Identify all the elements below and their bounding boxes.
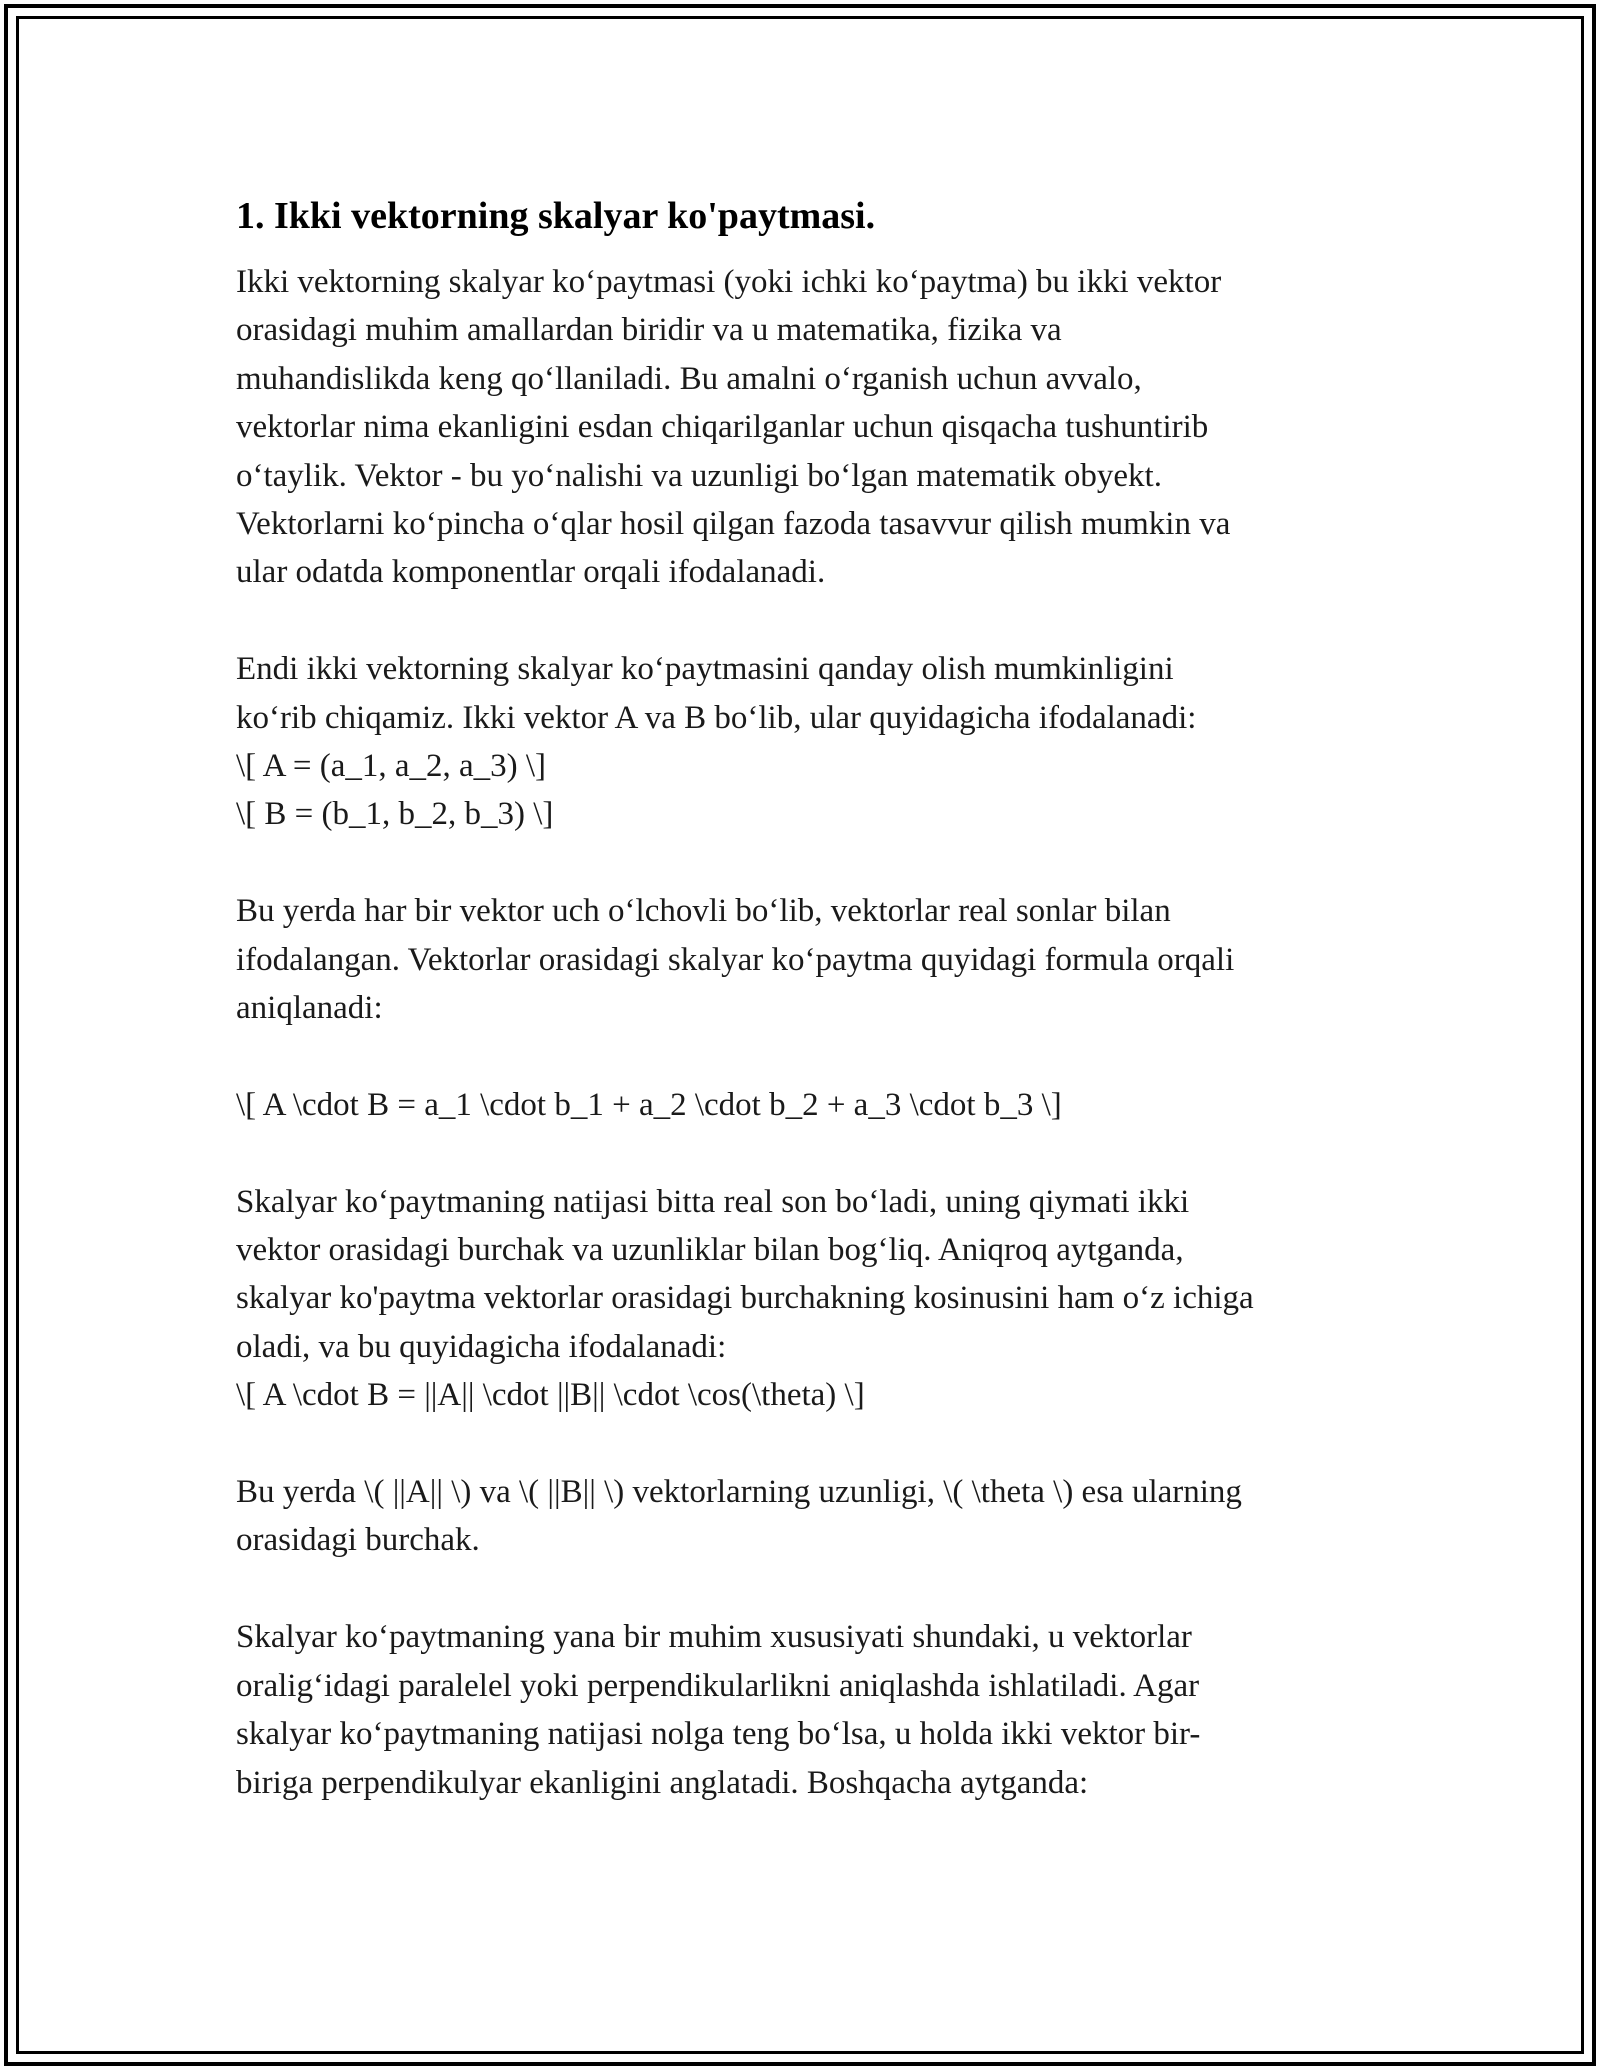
text-line: orasidagi burchak. — [236, 1522, 480, 1559]
formula-line: \[ B = (b_1, b_2, b_3) \] — [236, 796, 554, 833]
paragraph-notation — [236, 1468, 1376, 1565]
text-line: Ikki vektorning skalyar ko‘paytmasi (yoki ichki ko‘paytma) bu ikki vektor — [236, 264, 1222, 300]
text-line: Endi ikki vektorning skalyar ko‘paytmasini qanday olish mumkinligini — [236, 651, 1174, 688]
text-line: skalyar ko‘paytmaning natijasi nolga teng bo‘lsa, u holda ikki vektor bir- — [236, 1716, 1201, 1753]
text-line: ko‘rib chiqamiz. Ikki vektor A va B bo‘lib, ular quyidagicha ifodalanadi: — [236, 699, 1197, 736]
text-line: Vektorlarni ko‘pincha o‘qlar hosil qilgan fazoda tasavvur qilish mumkin va — [236, 506, 1231, 543]
text-line: vektorlar nima ekanligini esdan chiqarilganlar uchun qisqacha tushuntirib — [236, 409, 1209, 446]
paragraph-perpendicularity — [236, 1613, 1376, 1807]
formula-line: \[ A \cdot B = ||A|| \cdot ||B|| \cdot \cos(\theta) \] — [236, 1377, 865, 1414]
paragraph-dot-product-formula — [236, 1081, 1376, 1129]
text-line: ular odatda komponentlar orqali ifodalanadi. — [236, 554, 826, 591]
paragraph-cosine-relation — [236, 1178, 1376, 1420]
text-line: oralig‘idagi paralelel yoki perpendikularlikni aniqlashda ishlatiladi. Agar — [236, 1667, 1200, 1704]
document-body — [236, 188, 1376, 1807]
text-line: aniqlanadi: — [236, 990, 383, 1027]
paragraph-intro — [236, 258, 1376, 597]
text-line: Bu yerda \( ||A|| \) va \( ||B|| \) vektorlarning uzunligi, \( \theta \) esa ularning — [236, 1474, 1242, 1511]
section-heading: 1. Ikki vektorning skalyar ko'paytmasi. — [236, 195, 876, 237]
formula-line: \[ A \cdot B = a_1 \cdot b_1 + a_2 \cdot b_2 + a_3 \cdot b_3 \] — [236, 1086, 1062, 1123]
text-line: skalyar ko'paytma vektorlar orasidagi burchakning kosinusini ham o‘z ichiga — [236, 1280, 1254, 1317]
text-line: Skalyar ko‘paytmaning yana bir muhim xususiyati shundaki, u vektorlar — [236, 1619, 1192, 1656]
formula-line: \[ A = (a_1, a_2, a_3) \] — [236, 748, 547, 785]
text-line: Bu yerda har bir vektor uch o‘lchovli bo‘lib, vektorlar real sonlar bilan — [236, 893, 1171, 930]
text-line: oladi, va bu quyidagicha ifodalanadi: — [236, 1328, 727, 1365]
text-line: ifodalangan. Vektorlar orasidagi skalyar ko‘paytma quyidagi formula orqali — [236, 941, 1235, 978]
paragraph-dot-product-intro — [236, 887, 1376, 1032]
text-line: biriga perpendikulyar ekanligini anglatadi. Boshqacha aytganda: — [236, 1764, 1089, 1801]
paragraph-vectors-definition — [236, 645, 1376, 839]
text-line: muhandislikda keng qo‘llaniladi. Bu amalni o‘rganish uchun avvalo, — [236, 360, 1142, 397]
text-line: o‘taylik. Vektor - bu yo‘nalishi va uzunligi bo‘lgan matematik obyekt. — [236, 457, 1162, 494]
text-line: vektor orasidagi burchak va uzunliklar bilan bog‘liq. Aniqroq aytganda, — [236, 1232, 1184, 1269]
text-line: Skalyar ko‘paytmaning natijasi bitta real son bo‘ladi, uning qiymati ikki — [236, 1183, 1190, 1220]
text-line: orasidagi muhim amallardan biridir va u matematika, fizika va — [236, 312, 1062, 349]
